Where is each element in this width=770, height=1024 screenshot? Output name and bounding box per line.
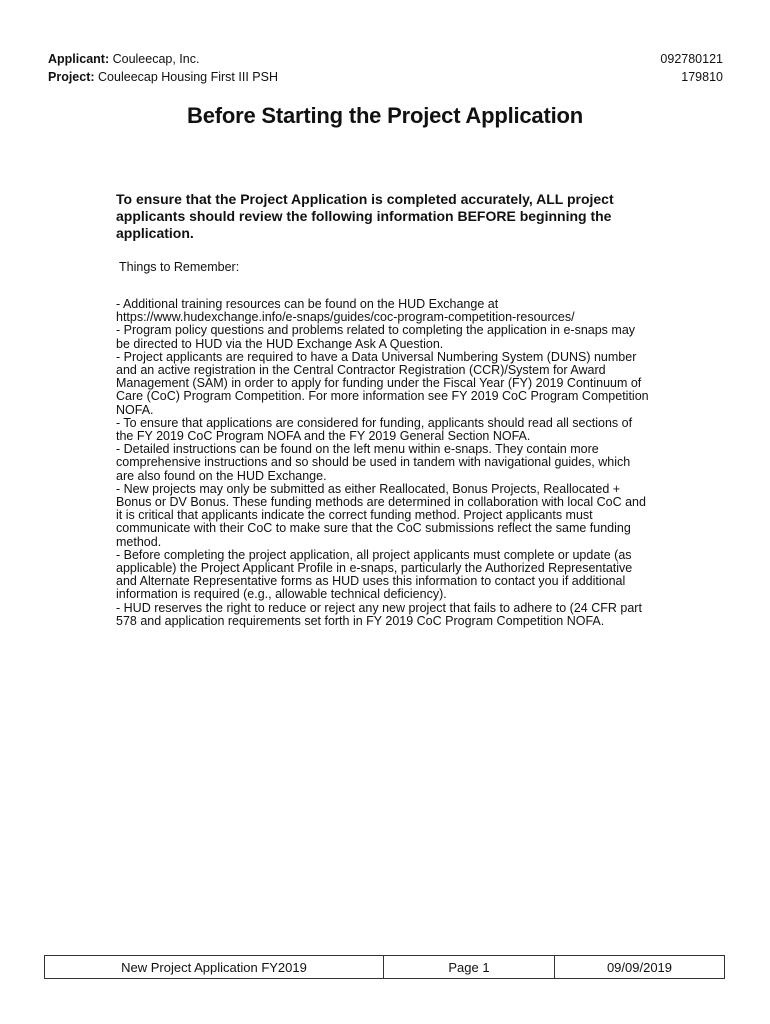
page-title: Before Starting the Project Application (187, 103, 583, 128)
applicant-value: Couleecap, Inc. (112, 52, 200, 66)
intro-text: To ensure that the Project Application is completed accurately, ALL project applicants should review the following information BEFORE beginning the application. (116, 191, 614, 241)
project-label: Project: (48, 70, 95, 84)
document-header (48, 50, 723, 86)
header-applicant-row (48, 50, 723, 68)
instructions-body: - Additional training resources can be found on the HUD Exchange at https://www.hudexchange.info/e-snaps/guides/coc-program-competition-resources/ - Program policy questions and problems related to completing the application in e-snaps may be directed to HUD via the HUD Exchange Ask A Question. - Project applicants are required to have a Data Universal Numbering System (DUNS) number and an active registration in the Central Contractor Registration (CCR)/System for Award Management (SAM) in order to apply for funding under the Fiscal Year (FY) 2019 Continuum of Care (CoC) Program Competition. For more information see FY 2019 CoC Program Competition NOFA. - To ensure that applications are considered for funding, applicants should read all sections of the FY 2019 CoC Program NOFA and the FY 2019 General Section NOFA. - Detailed instructions can be found on the left menu within e-snaps. They contain more comprehensive instructions and so should be used in tandem with navigational guides, which are also found on the HUD Exchange. - New projects may only be submitted as either Reallocated, Bonus Projects, Reallocated + Bonus or DV Bonus. These funding methods are determined in collaboration with local CoC and it is critical that applicants indicate the correct funding method. Project applicants must communicate with their CoC to make sure that the CoC submissions reflect the same funding method. - Before completing the project application, all project applicants must complete or update (as applicable) the Project Applicant Profile in e-snaps, particularly the Authorized Representative and Alternate Representative forms as HUD uses this information to contact you if additional information is required (e.g., allowable technical deficiency). - HUD reserves the right to reduce or reject any new project that fails to adhere to (24 CFR part 578 and application requirements set forth in FY 2019 CoC Program Competition NOFA. (116, 297, 649, 628)
applicant-id: 092780121 (660, 52, 723, 66)
footer-page-number: Page 1 (384, 956, 555, 978)
page-footer (44, 955, 725, 979)
footer-form-name: New Project Application FY2019 (45, 956, 384, 978)
project-value: Couleecap Housing First III PSH (98, 70, 278, 84)
applicant-info (48, 50, 199, 68)
things-to-remember-label: Things to Remember: (119, 260, 240, 274)
footer-date: 09/09/2019 (606, 959, 673, 975)
applicant-label: Applicant: (48, 52, 110, 66)
project-info (48, 68, 278, 86)
project-id: 179810 (681, 70, 723, 84)
header-project-row (48, 68, 723, 86)
